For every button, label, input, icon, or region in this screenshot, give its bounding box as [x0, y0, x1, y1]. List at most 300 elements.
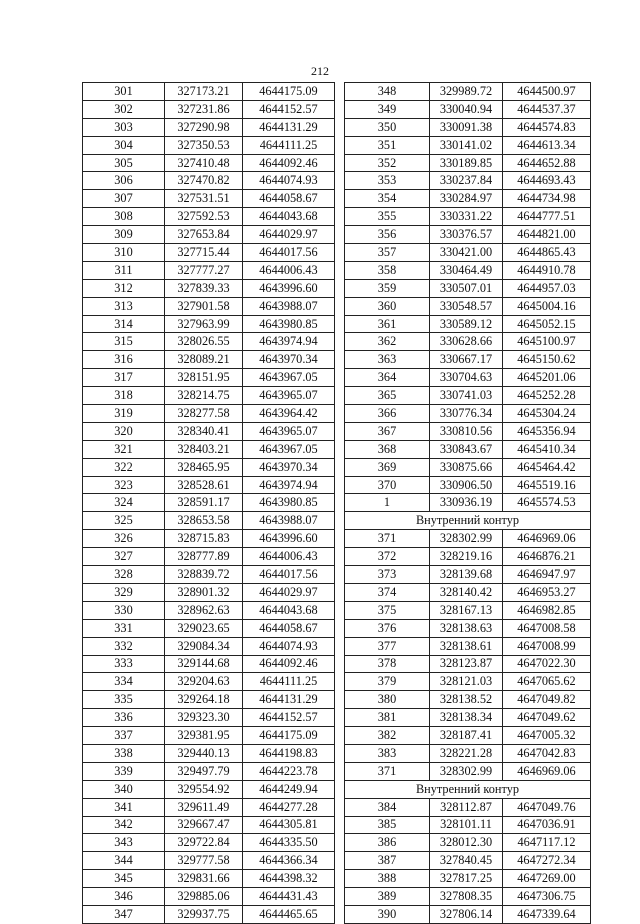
point-number-cell: 352	[345, 154, 430, 172]
point-number-cell: 312	[83, 279, 165, 297]
x-coordinate-cell: 329989.72	[430, 83, 503, 101]
x-coordinate-cell: 328138.63	[430, 619, 503, 637]
y-coordinate-cell: 4645356.94	[503, 422, 591, 440]
x-coordinate-cell: 328140.42	[430, 583, 503, 601]
y-coordinate-cell: 4644693.43	[503, 172, 591, 190]
x-coordinate-cell: 328026.55	[165, 333, 243, 351]
table-row	[345, 601, 591, 619]
table-row	[83, 297, 335, 315]
table-row	[83, 816, 335, 834]
x-coordinate-cell: 328167.13	[430, 601, 503, 619]
x-coordinate-cell: 328123.87	[430, 655, 503, 673]
y-coordinate-cell: 4644074.93	[243, 172, 335, 190]
y-coordinate-cell: 4644777.51	[503, 208, 591, 226]
table-row	[345, 136, 591, 154]
point-number-cell: 321	[83, 440, 165, 458]
x-coordinate-cell: 328839.72	[165, 566, 243, 584]
table-row	[83, 494, 335, 512]
table-row	[345, 870, 591, 888]
y-coordinate-cell: 4645464.42	[503, 458, 591, 476]
table-row	[345, 530, 591, 548]
y-coordinate-cell: 4643970.34	[243, 458, 335, 476]
point-number-cell: 351	[345, 136, 430, 154]
x-coordinate-cell: 330141.02	[430, 136, 503, 154]
point-number-cell: 302	[83, 100, 165, 118]
point-number-cell: 386	[345, 834, 430, 852]
point-number-cell: 349	[345, 100, 430, 118]
y-coordinate-cell: 4645304.24	[503, 405, 591, 423]
y-coordinate-cell: 4643980.85	[243, 315, 335, 333]
y-coordinate-cell: 4644152.57	[243, 100, 335, 118]
y-coordinate-cell: 4645100.97	[503, 333, 591, 351]
table-row	[345, 566, 591, 584]
x-coordinate-cell: 330875.66	[430, 458, 503, 476]
x-coordinate-cell: 328465.95	[165, 458, 243, 476]
y-coordinate-cell: 4643964.42	[243, 405, 335, 423]
x-coordinate-cell: 330741.03	[430, 387, 503, 405]
point-number-cell: 320	[83, 422, 165, 440]
x-coordinate-cell: 328138.34	[430, 709, 503, 727]
table-row	[345, 100, 591, 118]
point-number-cell: 346	[83, 888, 165, 906]
point-number-cell: 306	[83, 172, 165, 190]
x-coordinate-cell: 327777.27	[165, 261, 243, 279]
table-row	[345, 727, 591, 745]
point-number-cell: 365	[345, 387, 430, 405]
table-row	[83, 870, 335, 888]
x-coordinate-cell: 328121.03	[430, 673, 503, 691]
point-number-cell: 344	[83, 852, 165, 870]
x-coordinate-cell: 328112.87	[430, 798, 503, 816]
table-row	[83, 744, 335, 762]
point-number-cell: 381	[345, 709, 430, 727]
y-coordinate-cell: 4644366.34	[243, 852, 335, 870]
x-coordinate-cell: 330810.56	[430, 422, 503, 440]
point-number-cell: 383	[345, 744, 430, 762]
y-coordinate-cell: 4643967.05	[243, 369, 335, 387]
section-header-row	[345, 512, 591, 530]
table-row	[83, 422, 335, 440]
x-coordinate-cell: 330507.01	[430, 279, 503, 297]
x-coordinate-cell: 328715.83	[165, 530, 243, 548]
x-coordinate-cell: 330548.57	[430, 297, 503, 315]
y-coordinate-cell: 4645410.34	[503, 440, 591, 458]
table-row	[83, 619, 335, 637]
coordinates-table-right	[344, 82, 591, 924]
x-coordinate-cell: 328187.41	[430, 727, 503, 745]
point-number-cell: 390	[345, 905, 430, 923]
x-coordinate-cell: 328151.95	[165, 369, 243, 387]
point-number-cell: 305	[83, 154, 165, 172]
table-row	[345, 315, 591, 333]
x-coordinate-cell: 327963.99	[165, 315, 243, 333]
y-coordinate-cell: 4644335.50	[243, 834, 335, 852]
point-number-cell: 324	[83, 494, 165, 512]
point-number-cell: 378	[345, 655, 430, 673]
y-coordinate-cell: 4644957.03	[503, 279, 591, 297]
table-row	[345, 637, 591, 655]
point-number-cell: 370	[345, 476, 430, 494]
x-coordinate-cell: 327901.58	[165, 297, 243, 315]
point-number-cell: 387	[345, 852, 430, 870]
table-row	[83, 458, 335, 476]
y-coordinate-cell: 4644043.68	[243, 601, 335, 619]
point-number-cell: 375	[345, 601, 430, 619]
section-header-cell: Внутренний контур	[345, 512, 591, 530]
point-number-cell: 380	[345, 691, 430, 709]
y-coordinate-cell: 4643970.34	[243, 351, 335, 369]
point-number-cell: 360	[345, 297, 430, 315]
table-row	[345, 709, 591, 727]
y-coordinate-cell: 4644131.29	[243, 118, 335, 136]
point-number-cell: 367	[345, 422, 430, 440]
table-row	[345, 387, 591, 405]
x-coordinate-cell: 328302.99	[430, 530, 503, 548]
y-coordinate-cell: 4645252.28	[503, 387, 591, 405]
y-coordinate-cell: 4644821.00	[503, 226, 591, 244]
x-coordinate-cell: 330376.57	[430, 226, 503, 244]
y-coordinate-cell: 4647008.99	[503, 637, 591, 655]
point-number-cell: 323	[83, 476, 165, 494]
table-row	[345, 226, 591, 244]
table-row	[345, 494, 591, 512]
point-number-cell: 388	[345, 870, 430, 888]
table-row	[345, 762, 591, 780]
table-row	[83, 136, 335, 154]
table-row	[83, 834, 335, 852]
x-coordinate-cell: 327410.48	[165, 154, 243, 172]
point-number-cell: 342	[83, 816, 165, 834]
y-coordinate-cell: 4647049.82	[503, 691, 591, 709]
point-number-cell: 332	[83, 637, 165, 655]
point-number-cell: 335	[83, 691, 165, 709]
y-coordinate-cell: 4644537.37	[503, 100, 591, 118]
point-number-cell: 308	[83, 208, 165, 226]
x-coordinate-cell: 328653.58	[165, 512, 243, 530]
y-coordinate-cell: 4644249.94	[243, 780, 335, 798]
table-row	[83, 691, 335, 709]
point-number-cell: 358	[345, 261, 430, 279]
y-coordinate-cell: 4644431.43	[243, 888, 335, 906]
y-coordinate-cell: 4647272.34	[503, 852, 591, 870]
y-coordinate-cell: 4643974.94	[243, 333, 335, 351]
y-coordinate-cell: 4646953.27	[503, 583, 591, 601]
table-row	[83, 655, 335, 673]
y-coordinate-cell: 4644500.97	[503, 83, 591, 101]
table-row	[83, 905, 335, 923]
y-coordinate-cell: 4647065.62	[503, 673, 591, 691]
x-coordinate-cell: 329023.65	[165, 619, 243, 637]
table-row	[345, 154, 591, 172]
table-row	[83, 369, 335, 387]
x-coordinate-cell: 330040.94	[430, 100, 503, 118]
table-row	[345, 261, 591, 279]
x-coordinate-cell: 327470.82	[165, 172, 243, 190]
x-coordinate-cell: 330331.22	[430, 208, 503, 226]
section-header-cell: Внутренний контур	[345, 780, 591, 798]
point-number-cell: 314	[83, 315, 165, 333]
point-number-cell: 334	[83, 673, 165, 691]
table-row	[83, 673, 335, 691]
x-coordinate-cell: 329611.49	[165, 798, 243, 816]
x-coordinate-cell: 328214.75	[165, 387, 243, 405]
point-number-cell: 373	[345, 566, 430, 584]
point-number-cell: 315	[83, 333, 165, 351]
x-coordinate-cell: 329497.79	[165, 762, 243, 780]
y-coordinate-cell: 4643965.07	[243, 387, 335, 405]
table-row	[83, 798, 335, 816]
point-number-cell: 366	[345, 405, 430, 423]
x-coordinate-cell: 330628.66	[430, 333, 503, 351]
table-row	[345, 440, 591, 458]
y-coordinate-cell: 4644277.28	[243, 798, 335, 816]
x-coordinate-cell: 327290.98	[165, 118, 243, 136]
x-coordinate-cell: 329144.68	[165, 655, 243, 673]
point-number-cell: 355	[345, 208, 430, 226]
y-coordinate-cell: 4646982.85	[503, 601, 591, 619]
y-coordinate-cell: 4644043.68	[243, 208, 335, 226]
x-coordinate-cell: 330091.38	[430, 118, 503, 136]
table-row	[83, 100, 335, 118]
x-coordinate-cell: 328302.99	[430, 762, 503, 780]
x-coordinate-cell: 330237.84	[430, 172, 503, 190]
point-number-cell: 361	[345, 315, 430, 333]
x-coordinate-cell: 329885.06	[165, 888, 243, 906]
y-coordinate-cell: 4645574.53	[503, 494, 591, 512]
point-number-cell: 327	[83, 548, 165, 566]
table-row	[83, 190, 335, 208]
table-row	[83, 154, 335, 172]
y-coordinate-cell: 4644074.93	[243, 637, 335, 655]
table-row	[83, 440, 335, 458]
table-row	[83, 351, 335, 369]
point-number-cell: 368	[345, 440, 430, 458]
table-row	[345, 834, 591, 852]
point-number-cell: 374	[345, 583, 430, 601]
point-number-cell: 325	[83, 512, 165, 530]
y-coordinate-cell: 4645519.16	[503, 476, 591, 494]
point-number-cell: 329	[83, 583, 165, 601]
point-number-cell: 354	[345, 190, 430, 208]
point-number-cell: 371	[345, 530, 430, 548]
y-coordinate-cell: 4643988.07	[243, 297, 335, 315]
x-coordinate-cell: 328962.63	[165, 601, 243, 619]
point-number-cell: 317	[83, 369, 165, 387]
table-row	[345, 476, 591, 494]
page-number: 212	[311, 64, 329, 78]
x-coordinate-cell: 328340.41	[165, 422, 243, 440]
table-row	[83, 83, 335, 101]
table-row	[345, 798, 591, 816]
x-coordinate-cell: 328138.61	[430, 637, 503, 655]
point-number-cell: 345	[83, 870, 165, 888]
table-row	[83, 762, 335, 780]
y-coordinate-cell: 4647049.76	[503, 798, 591, 816]
y-coordinate-cell: 4644152.57	[243, 709, 335, 727]
y-coordinate-cell: 4644175.09	[243, 83, 335, 101]
table-row	[345, 118, 591, 136]
y-coordinate-cell: 4647339.64	[503, 905, 591, 923]
y-coordinate-cell: 4644017.56	[243, 244, 335, 262]
y-coordinate-cell: 4645004.16	[503, 297, 591, 315]
point-number-cell: 389	[345, 888, 430, 906]
point-number-cell: 348	[345, 83, 430, 101]
table-row	[345, 619, 591, 637]
table-row	[83, 333, 335, 351]
point-number-cell: 313	[83, 297, 165, 315]
table-row	[83, 315, 335, 333]
x-coordinate-cell: 328138.52	[430, 691, 503, 709]
y-coordinate-cell: 4644734.98	[503, 190, 591, 208]
table-row	[83, 548, 335, 566]
x-coordinate-cell: 327350.53	[165, 136, 243, 154]
table-row	[345, 816, 591, 834]
table-row	[83, 566, 335, 584]
x-coordinate-cell: 330704.63	[430, 369, 503, 387]
y-coordinate-cell: 4647036.91	[503, 816, 591, 834]
y-coordinate-cell: 4643996.60	[243, 279, 335, 297]
point-number-cell: 353	[345, 172, 430, 190]
point-number-cell: 357	[345, 244, 430, 262]
table-row	[83, 852, 335, 870]
table-row	[345, 744, 591, 762]
x-coordinate-cell: 329777.58	[165, 852, 243, 870]
x-coordinate-cell: 329264.18	[165, 691, 243, 709]
point-number-cell: 359	[345, 279, 430, 297]
y-coordinate-cell: 4643988.07	[243, 512, 335, 530]
x-coordinate-cell: 327806.14	[430, 905, 503, 923]
y-coordinate-cell: 4644092.46	[243, 154, 335, 172]
point-number-cell: 303	[83, 118, 165, 136]
y-coordinate-cell: 4644092.46	[243, 655, 335, 673]
x-coordinate-cell: 327817.25	[430, 870, 503, 888]
point-number-cell: 362	[345, 333, 430, 351]
point-number-cell: 385	[345, 816, 430, 834]
y-coordinate-cell: 4646876.21	[503, 548, 591, 566]
table-row	[345, 351, 591, 369]
point-number-cell: 301	[83, 83, 165, 101]
table-row	[345, 691, 591, 709]
point-number-cell: 307	[83, 190, 165, 208]
x-coordinate-cell: 330464.49	[430, 261, 503, 279]
point-number-cell: 336	[83, 709, 165, 727]
table-row	[345, 297, 591, 315]
x-coordinate-cell: 328012.30	[430, 834, 503, 852]
x-coordinate-cell: 328101.11	[430, 816, 503, 834]
point-number-cell: 311	[83, 261, 165, 279]
x-coordinate-cell: 330589.12	[430, 315, 503, 333]
table-row	[83, 226, 335, 244]
y-coordinate-cell: 4644017.56	[243, 566, 335, 584]
y-coordinate-cell: 4644613.34	[503, 136, 591, 154]
x-coordinate-cell: 328277.58	[165, 405, 243, 423]
point-number-cell: 377	[345, 637, 430, 655]
point-number-cell: 318	[83, 387, 165, 405]
section-header-row	[345, 780, 591, 798]
y-coordinate-cell: 4643967.05	[243, 440, 335, 458]
point-number-cell: 347	[83, 905, 165, 923]
y-coordinate-cell: 4644465.65	[243, 905, 335, 923]
x-coordinate-cell: 327231.86	[165, 100, 243, 118]
point-number-cell: 379	[345, 673, 430, 691]
x-coordinate-cell: 330421.00	[430, 244, 503, 262]
table-row	[345, 583, 591, 601]
point-number-cell: 364	[345, 369, 430, 387]
y-coordinate-cell: 4645150.62	[503, 351, 591, 369]
y-coordinate-cell: 4643996.60	[243, 530, 335, 548]
table-row	[83, 387, 335, 405]
table-row	[345, 190, 591, 208]
y-coordinate-cell: 4646969.06	[503, 530, 591, 548]
table-row	[345, 905, 591, 923]
point-number-cell: 319	[83, 405, 165, 423]
x-coordinate-cell: 328777.89	[165, 548, 243, 566]
point-number-cell: 1	[345, 494, 430, 512]
x-coordinate-cell: 329084.34	[165, 637, 243, 655]
y-coordinate-cell: 4644574.83	[503, 118, 591, 136]
table-row	[83, 637, 335, 655]
table-row	[345, 208, 591, 226]
y-coordinate-cell: 4644910.78	[503, 261, 591, 279]
table-row	[345, 422, 591, 440]
x-coordinate-cell: 328901.32	[165, 583, 243, 601]
x-coordinate-cell: 327715.44	[165, 244, 243, 262]
table-row	[83, 530, 335, 548]
x-coordinate-cell: 329381.95	[165, 727, 243, 745]
x-coordinate-cell: 327531.51	[165, 190, 243, 208]
x-coordinate-cell: 329440.13	[165, 744, 243, 762]
table-row	[345, 279, 591, 297]
point-number-cell: 363	[345, 351, 430, 369]
y-coordinate-cell: 4643965.07	[243, 422, 335, 440]
table-row	[83, 476, 335, 494]
point-number-cell: 326	[83, 530, 165, 548]
table-row	[345, 673, 591, 691]
x-coordinate-cell: 330843.67	[430, 440, 503, 458]
y-coordinate-cell: 4644111.25	[243, 136, 335, 154]
table-row	[345, 888, 591, 906]
point-number-cell: 304	[83, 136, 165, 154]
y-coordinate-cell: 4645052.15	[503, 315, 591, 333]
table-row	[83, 172, 335, 190]
table-row	[83, 405, 335, 423]
y-coordinate-cell: 4647008.58	[503, 619, 591, 637]
y-coordinate-cell: 4647022.30	[503, 655, 591, 673]
y-coordinate-cell: 4644058.67	[243, 190, 335, 208]
table-row	[345, 852, 591, 870]
point-number-cell: 330	[83, 601, 165, 619]
point-number-cell: 369	[345, 458, 430, 476]
x-coordinate-cell: 327653.84	[165, 226, 243, 244]
table-row	[83, 279, 335, 297]
y-coordinate-cell: 4647117.12	[503, 834, 591, 852]
point-number-cell: 384	[345, 798, 430, 816]
table-row	[83, 244, 335, 262]
point-number-cell: 316	[83, 351, 165, 369]
x-coordinate-cell: 330906.50	[430, 476, 503, 494]
point-number-cell: 333	[83, 655, 165, 673]
x-coordinate-cell: 327840.45	[430, 852, 503, 870]
point-number-cell: 372	[345, 548, 430, 566]
y-coordinate-cell: 4644305.81	[243, 816, 335, 834]
table-row	[345, 369, 591, 387]
point-number-cell: 340	[83, 780, 165, 798]
x-coordinate-cell: 328221.28	[430, 744, 503, 762]
x-coordinate-cell: 329937.75	[165, 905, 243, 923]
table-row	[345, 548, 591, 566]
point-number-cell: 322	[83, 458, 165, 476]
point-number-cell: 339	[83, 762, 165, 780]
